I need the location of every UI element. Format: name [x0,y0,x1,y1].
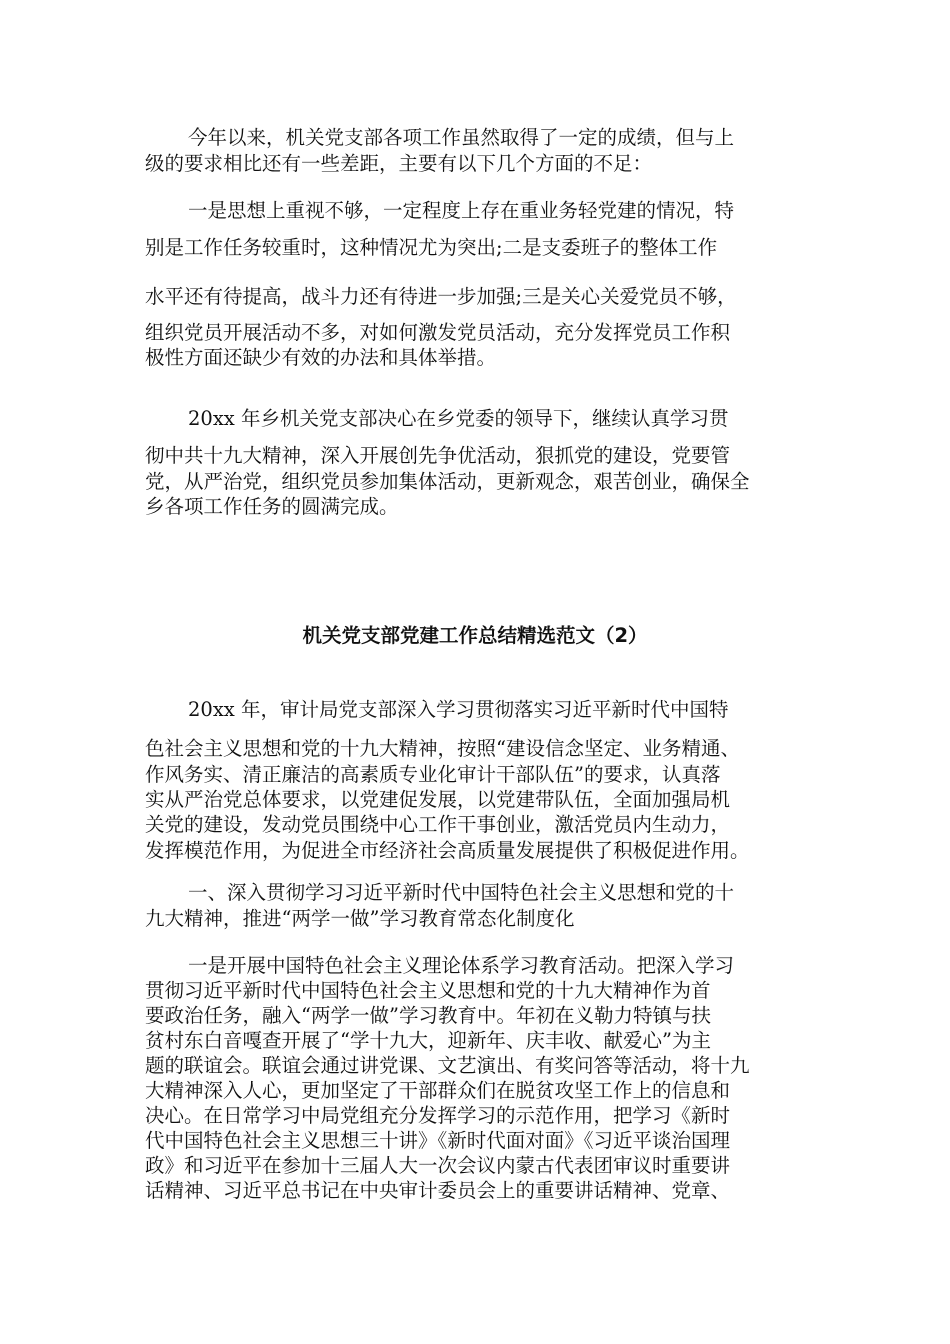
s1-p2-line-2: 别是工作任务较重时，这种情况尤为突出;二是支委班子的整体工作 [145,236,718,259]
s1-p2-line-5: 极性方面还缺少有效的办法和具体举措。 [145,346,497,369]
s2-p3-line-4: 贫村东白音嘎查开展了“学十九大，迎新年、庆丰收、献爱心”为主 [145,1029,711,1052]
s2-p3-line-10: 话精神、习近平总书记在中央审计委员会上的重要讲话精神、党章、 [145,1179,731,1202]
s2-p3-line-6: 大精神深入人心，更加坚定了干部群众们在脱贫攻坚工作上的信息和 [145,1079,731,1102]
s1-p3-line-4: 乡各项工作任务的圆满完成。 [145,495,399,518]
s2-p3-line-9: 政》和习近平在参加十三届人大一次会议内蒙古代表团审议时重要讲 [145,1154,731,1177]
s2-p2-line-1: 一、深入贯彻学习习近平新时代中国特色社会主义思想和党的十 [188,881,735,904]
s2-p1-line-1: 20xx 年，审计局党支部深入学习贯彻落实习近平新时代中国特 [188,698,729,721]
s2-p1-line-6: 发挥模范作用，为促进全市经济社会高质量发展提供了积极促进作用。 [145,839,750,862]
s2-p3-line-2: 贯彻习近平新时代中国特色社会主义思想和党的十九大精神作为首 [145,979,711,1002]
s2-p1-line-5: 关党的建设，发动党员围绕中心工作干事创业，激活党员内生动力， [145,813,731,836]
s2-p3-line-1: 一是开展中国特色社会主义理论体系学习教育活动。把深入学习 [188,954,735,977]
s2-p3-line-5: 题的联谊会。联谊会通过讲党课、文艺演出、有奖问答等活动，将十九 [145,1054,750,1077]
s2-p3-line-7: 决心。在日常学习中局党组充分发挥学习的示范作用，把学习《新时 [145,1104,731,1127]
s1-p3-line-2: 彻中共十九大精神，深入开展创先争优活动，狠抓党的建设，党要管 [145,444,731,467]
s2-p1-line-3: 作风务实、清正廉洁的高素质专业化审计干部队伍”的要求，认真落 [145,763,721,786]
s2-p3-line-3: 要政治任务，融入“两学一做”学习教育中。年初在义勒力特镇与扶 [145,1004,711,1027]
s1-p2-line-4: 组织党员开展活动不多，对如何激发党员活动，充分发挥党员工作积 [145,321,731,344]
s1-p3-line-3: 党，从严治党，组织党员参加集体活动，更新观念，艰苦创业，确保全 [145,470,750,493]
s1-p2-line-3: 水平还有待提高，战斗力还有待进一步加强;三是关心关爱党员不够， [145,285,737,308]
s2-p1-line-2: 色社会主义思想和党的十九大精神，按照“建设信念坚定、业务精通、 [145,737,740,760]
section-title: 机关党支部党建工作总结精选范文（2） [302,624,648,647]
s2-p1-line-4: 实从严治党总体要求，以党建促发展，以党建带队伍，全面加强局机 [145,788,731,811]
s2-p2-line-2: 九大精神，推进“两学一做”学习教育常态化制度化 [145,907,575,930]
s1-p3-line-1: 20xx 年乡机关党支部决心在乡党委的领导下，继续认真学习贯 [188,407,729,430]
s1-p1-line-2: 级的要求相比还有一些差距，主要有以下几个方面的不足： [145,152,653,175]
s1-p1-line-1: 今年以来，机关党支部各项工作虽然取得了一定的成绩，但与上 [188,126,735,149]
s2-p3-line-8: 代中国特色社会主义思想三十讲》《新时代面对面》《习近平谈治国理 [145,1129,731,1152]
s1-p2-line-1: 一是思想上重视不够，一定程度上存在重业务轻党建的情况，特 [188,199,735,222]
